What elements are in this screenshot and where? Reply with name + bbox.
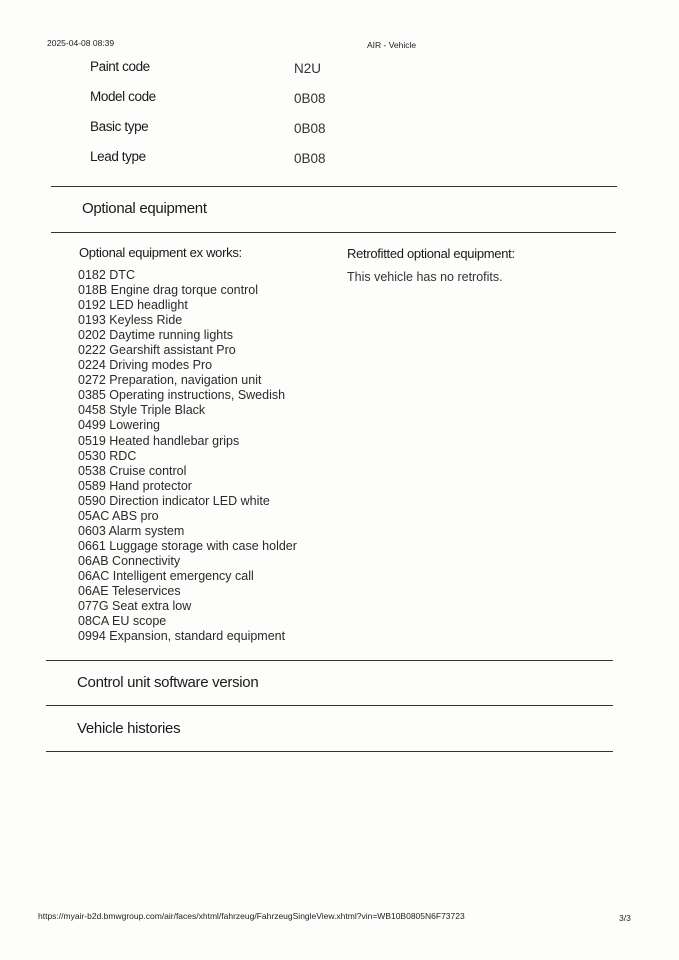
control-unit-title: Control unit software version [77, 674, 259, 691]
model-code-value: 0B08 [294, 91, 326, 106]
paint-code-value: N2U [294, 61, 322, 76]
list-item: 0538 Cruise control [78, 463, 187, 478]
list-item: 0272 Preparation, navigation unit [78, 373, 262, 388]
list-item: 0661 Luggage storage with case holder [78, 538, 297, 553]
divider [46, 705, 613, 706]
ex-works-heading: Optional equipment ex works: [79, 245, 242, 260]
list-item: 0385 Operating instructions, Swedish [78, 388, 286, 403]
basic-type-label: Basic type [90, 119, 149, 134]
retrofitted-heading: Retrofitted optional equipment: [347, 246, 515, 261]
list-item: 0192 LED headlight [78, 298, 188, 313]
list-item: 0589 Hand protector [78, 478, 192, 493]
list-item: 0590 Direction indicator LED white [78, 493, 270, 508]
retrofitted-text: This vehicle has no retrofits. [347, 270, 503, 284]
list-item: 0994 Expansion, standard equipment [78, 629, 286, 644]
list-item: 077G Seat extra low [78, 599, 192, 614]
list-item: 0202 Daytime running lights [78, 328, 233, 343]
paint-code-label: Paint code [90, 59, 150, 74]
document-title: AIR - Vehicle [367, 40, 417, 50]
divider [51, 186, 617, 187]
list-item: 0603 Alarm system [78, 523, 185, 538]
basic-type-value: 0B08 [294, 121, 326, 136]
model-code-label: Model code [90, 89, 156, 104]
page-number: 3/3 [619, 913, 631, 923]
vehicle-histories-title: Vehicle histories [77, 720, 181, 737]
list-item: 0182 DTC [78, 268, 135, 282]
lead-type-value: 0B08 [294, 151, 326, 166]
footer-url: https://myair-b2d.bmwgroup.com/air/faces/xhtml/fahrzeug/FahrzeugSingleView.xhtml?vin=WB10B0805N6F73723 [38, 911, 465, 921]
list-item: 0224 Driving modes Pro [78, 358, 213, 373]
list-item: 08CA EU scope [78, 614, 167, 629]
list-item: 06AC Intelligent emergency call [78, 568, 254, 583]
lead-type-label: Lead type [90, 149, 146, 164]
list-item: 0530 RDC [78, 448, 137, 463]
print-timestamp: 2025-04-08 08:39 [47, 38, 115, 48]
divider [46, 751, 613, 752]
optional-equipment-title: Optional equipment [82, 200, 207, 217]
list-item: 0222 Gearshift assistant Pro [78, 343, 236, 358]
list-item: 0193 Keyless Ride [78, 313, 183, 328]
ex-works-list [78, 268, 297, 644]
divider [46, 660, 613, 661]
list-item: 06AB Connectivity [78, 553, 181, 568]
list-item: 0519 Heated handlebar grips [78, 433, 240, 448]
list-item: 018B Engine drag torque control [78, 283, 258, 298]
list-item: 06AE Teleservices [78, 583, 181, 598]
list-item: 0499 Lowering [78, 418, 161, 433]
divider [51, 232, 616, 233]
list-item: 05AC ABS pro [78, 508, 159, 523]
list-item: 0458 Style Triple Black [78, 403, 206, 418]
